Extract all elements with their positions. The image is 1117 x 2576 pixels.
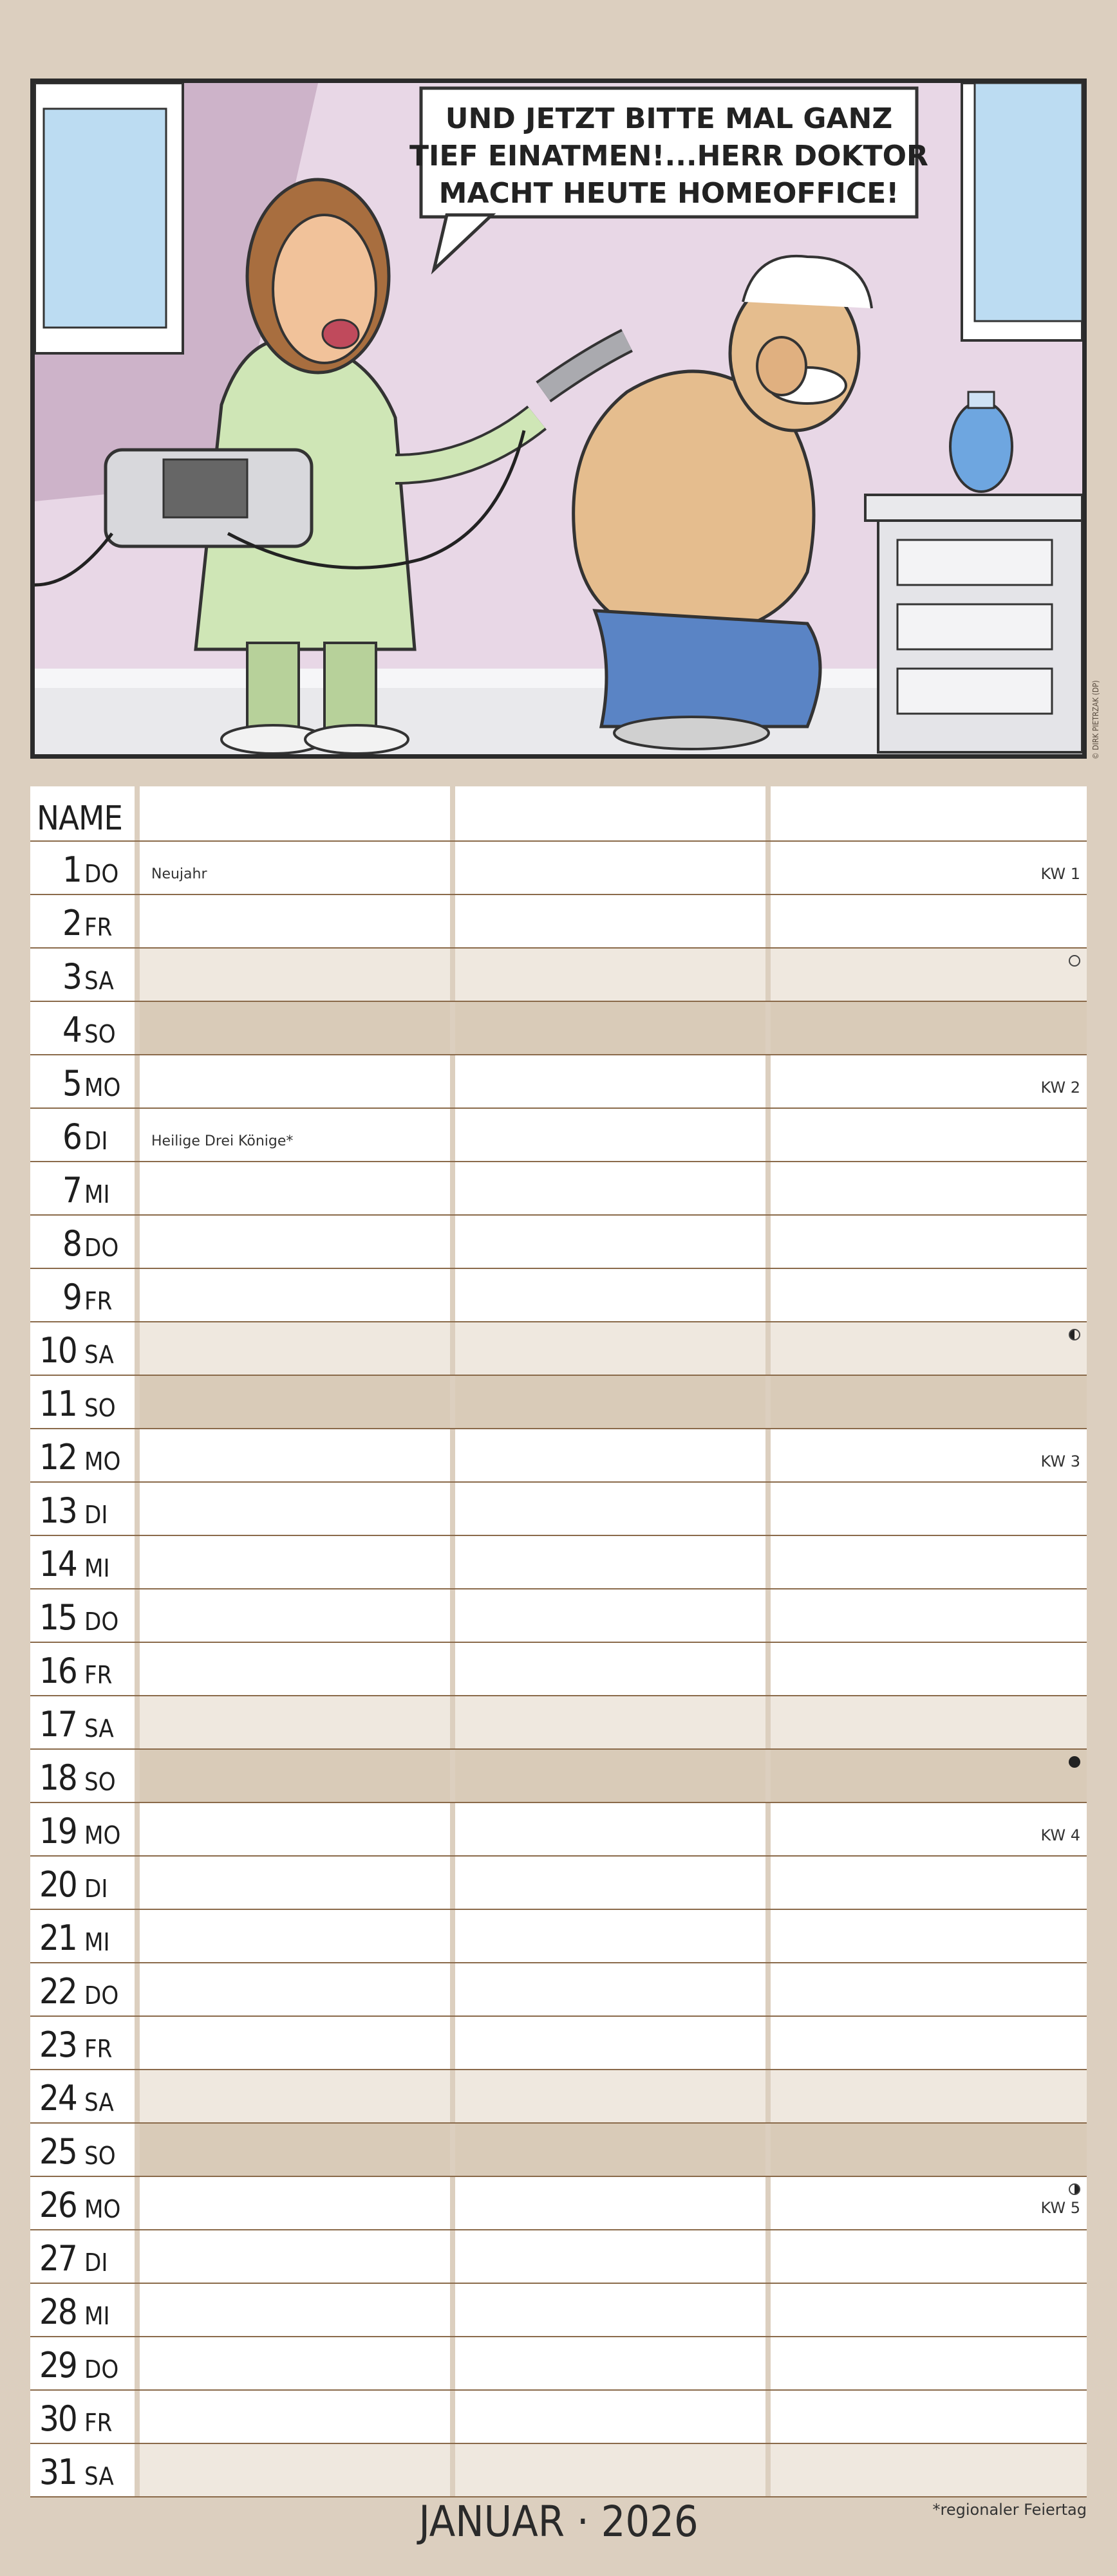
day-label-cell bbox=[30, 2017, 135, 2069]
day-label-cell bbox=[30, 2444, 135, 2496]
day-row bbox=[30, 1643, 1087, 1696]
entry-cell-1[interactable] bbox=[140, 842, 450, 894]
day-label-cell bbox=[30, 1216, 135, 1268]
entry-cell-1[interactable] bbox=[140, 1216, 450, 1268]
day-row bbox=[30, 1750, 1087, 1803]
entry-cell-3[interactable] bbox=[771, 1109, 1087, 1161]
speech-line-2: TIEF EINATMEN!...HERR DOKTOR bbox=[409, 140, 928, 172]
entry-cell-1[interactable] bbox=[140, 1536, 450, 1588]
day-row bbox=[30, 1055, 1087, 1109]
calendar-week-label: KW 1 bbox=[1040, 865, 1080, 883]
day-row bbox=[30, 1269, 1087, 1322]
copyright-credit: © DIRK PIETRZAK (DP) bbox=[1091, 680, 1100, 759]
entry-cell-2[interactable] bbox=[455, 1269, 765, 1321]
entry-cell-3[interactable] bbox=[771, 949, 1087, 1001]
day-row bbox=[30, 2070, 1087, 2124]
day-row bbox=[30, 1963, 1087, 2017]
weekday-name: MI bbox=[84, 2302, 110, 2330]
weekday-name: SO bbox=[84, 1394, 116, 1422]
day-number: 7 bbox=[62, 1170, 81, 1210]
entry-cell-1[interactable] bbox=[140, 1055, 450, 1107]
speech-line-1: UND JETZT BITTE MAL GANZ bbox=[445, 102, 893, 135]
day-row bbox=[30, 2337, 1087, 2391]
day-number: 14 bbox=[39, 1544, 77, 1584]
entry-cell-2[interactable] bbox=[455, 2444, 765, 2496]
day-number: 6 bbox=[62, 1117, 81, 1157]
calendar-week-label: KW 5 bbox=[1040, 2199, 1080, 2217]
day-number: 10 bbox=[39, 1330, 77, 1371]
day-number: 29 bbox=[39, 2345, 77, 2386]
weekday-name: MO bbox=[84, 1821, 121, 1849]
entry-cell-3[interactable] bbox=[771, 1910, 1087, 1962]
holiday-label: Heilige Drei Könige* bbox=[151, 1133, 294, 1149]
moon-phase-icon bbox=[1069, 1329, 1080, 1340]
day-number: 3 bbox=[62, 956, 81, 997]
entry-cell-2[interactable] bbox=[455, 1322, 765, 1375]
day-label-cell bbox=[30, 1536, 135, 1588]
entry-cell-1[interactable] bbox=[140, 2017, 450, 2069]
day-row bbox=[30, 842, 1087, 895]
weekday-name: DO bbox=[84, 1234, 119, 1262]
day-number: 15 bbox=[39, 1597, 77, 1638]
day-label-cell bbox=[30, 1963, 135, 2015]
weekday-name: MI bbox=[84, 1928, 110, 1956]
entry-cell-2[interactable] bbox=[455, 1857, 765, 1909]
weekday-name: SO bbox=[84, 2142, 116, 2170]
entry-cell-3[interactable] bbox=[771, 2391, 1087, 2443]
day-number: 4 bbox=[62, 1010, 81, 1050]
day-label-cell bbox=[30, 2391, 135, 2443]
entry-cell-3[interactable] bbox=[771, 842, 1087, 894]
day-number: 24 bbox=[39, 2078, 77, 2118]
day-number: 17 bbox=[39, 1704, 77, 1745]
entry-cell-3[interactable] bbox=[771, 1963, 1087, 2015]
entry-cell-2[interactable] bbox=[455, 2337, 765, 2389]
entry-cell-3[interactable] bbox=[771, 1857, 1087, 1909]
day-number: 27 bbox=[39, 2238, 77, 2279]
day-label-cell bbox=[30, 1589, 135, 1642]
day-row bbox=[30, 1109, 1087, 1162]
day-label-cell bbox=[30, 1269, 135, 1321]
weekday-name: SA bbox=[84, 1340, 114, 1369]
entry-cell-3[interactable] bbox=[771, 1696, 1087, 1748]
day-number: 26 bbox=[39, 2185, 77, 2225]
entry-cell-1[interactable] bbox=[140, 1429, 450, 1481]
day-row bbox=[30, 895, 1087, 949]
calendar-week-label: KW 2 bbox=[1040, 1079, 1080, 1097]
entry-cell-2[interactable] bbox=[455, 2017, 765, 2069]
day-row bbox=[30, 1216, 1087, 1269]
day-number: 31 bbox=[39, 2452, 77, 2492]
weekday-name: FR bbox=[84, 2035, 113, 2063]
day-label-cell bbox=[30, 1750, 135, 1802]
day-label-cell bbox=[30, 1109, 135, 1161]
entry-cell-2[interactable] bbox=[455, 1643, 765, 1695]
entry-cell-2[interactable] bbox=[455, 842, 765, 894]
day-number: 20 bbox=[39, 1864, 77, 1905]
weekday-name: SA bbox=[84, 967, 114, 995]
day-label-cell bbox=[30, 842, 135, 894]
moon-phase-icon bbox=[1069, 1756, 1080, 1768]
day-row bbox=[30, 1162, 1087, 1216]
entry-cell-3[interactable] bbox=[771, 2070, 1087, 2122]
day-label-cell bbox=[30, 2337, 135, 2389]
entry-cell-2[interactable] bbox=[455, 1109, 765, 1161]
cartoon-drawing bbox=[35, 83, 1082, 754]
day-label-cell bbox=[30, 949, 135, 1001]
day-label-cell bbox=[30, 1857, 135, 1909]
day-label-cell bbox=[30, 2124, 135, 2176]
weekday-name: SO bbox=[84, 1768, 116, 1796]
month-title: JANUAR · 2026 bbox=[418, 2497, 699, 2546]
entry-cell-1[interactable] bbox=[140, 2284, 450, 2336]
day-label-cell bbox=[30, 895, 135, 947]
entry-cell-1[interactable] bbox=[140, 2391, 450, 2443]
entry-cell-3[interactable] bbox=[771, 1483, 1087, 1535]
day-row bbox=[30, 2124, 1087, 2177]
entry-cell-2[interactable] bbox=[455, 1055, 765, 1107]
entry-cell-3[interactable] bbox=[771, 1376, 1087, 1428]
entry-cell-1[interactable] bbox=[140, 2337, 450, 2389]
entry-cell-2[interactable] bbox=[455, 2391, 765, 2443]
weekday-name: DI bbox=[84, 1127, 108, 1155]
weekday-name: DI bbox=[84, 1501, 108, 1529]
entry-cell-2[interactable] bbox=[455, 1910, 765, 1962]
day-label-cell bbox=[30, 2284, 135, 2336]
entry-cell-1[interactable] bbox=[140, 1857, 450, 1909]
entry-cell-3[interactable] bbox=[771, 1429, 1087, 1481]
weekday-name: MO bbox=[84, 1447, 121, 1476]
entry-cell-1[interactable] bbox=[140, 1109, 450, 1161]
entry-cell-3[interactable] bbox=[771, 1322, 1087, 1375]
entry-cell-1[interactable] bbox=[140, 1910, 450, 1962]
day-number: 13 bbox=[39, 1490, 77, 1531]
day-row bbox=[30, 2230, 1087, 2284]
entry-cell-1[interactable] bbox=[140, 1002, 450, 1054]
entry-cell-3[interactable] bbox=[771, 1055, 1087, 1107]
name-column-label: NAME bbox=[37, 799, 122, 838]
entry-cell-1[interactable] bbox=[140, 1589, 450, 1642]
weekday-name: DI bbox=[84, 2248, 108, 2277]
entry-cell-1[interactable] bbox=[140, 2177, 450, 2229]
day-number: 8 bbox=[62, 1223, 81, 1264]
name-entry-cell-1[interactable] bbox=[140, 786, 450, 840]
entry-cell-2[interactable] bbox=[455, 1750, 765, 1802]
day-number: 9 bbox=[62, 1277, 81, 1317]
day-row bbox=[30, 1429, 1087, 1483]
calendar-week-label: KW 3 bbox=[1040, 1452, 1080, 1470]
entry-cell-2[interactable] bbox=[455, 2284, 765, 2336]
entry-cell-2[interactable] bbox=[455, 2177, 765, 2229]
day-label-cell bbox=[30, 1483, 135, 1535]
day-label-cell bbox=[30, 1643, 135, 1695]
entry-cell-3[interactable] bbox=[771, 2444, 1087, 2496]
day-number: 12 bbox=[39, 1437, 77, 1478]
day-number: 30 bbox=[39, 2398, 77, 2439]
day-label-cell bbox=[30, 1429, 135, 1481]
speech-line-3: MACHT HEUTE HOMEOFFICE! bbox=[438, 177, 899, 210]
day-row bbox=[30, 1910, 1087, 1963]
day-number: 23 bbox=[39, 2025, 77, 2065]
day-row bbox=[30, 1322, 1087, 1376]
weekday-name: MI bbox=[84, 1554, 110, 1582]
entry-cell-3[interactable] bbox=[771, 2230, 1087, 2283]
entry-cell-1[interactable] bbox=[140, 2444, 450, 2496]
day-number: 18 bbox=[39, 1757, 77, 1798]
weekday-name: SA bbox=[84, 2088, 114, 2117]
entry-cell-1[interactable] bbox=[140, 2230, 450, 2283]
day-row bbox=[30, 1803, 1087, 1857]
entry-cell-2[interactable] bbox=[455, 1429, 765, 1481]
weekday-name: SA bbox=[84, 1714, 114, 1743]
entry-cell-1[interactable] bbox=[140, 1803, 450, 1855]
entry-cell-2[interactable] bbox=[455, 2124, 765, 2176]
entry-cell-1[interactable] bbox=[140, 2070, 450, 2122]
entry-cell-1[interactable] bbox=[140, 1162, 450, 1214]
day-row bbox=[30, 1376, 1087, 1429]
entry-cell-1[interactable] bbox=[140, 2124, 450, 2176]
calendar-week-label: KW 4 bbox=[1040, 1826, 1080, 1844]
weekday-name: DO bbox=[84, 2355, 119, 2384]
day-row bbox=[30, 2284, 1087, 2337]
entry-cell-2[interactable] bbox=[455, 1216, 765, 1268]
entry-cell-3[interactable] bbox=[771, 1750, 1087, 1802]
entry-cell-2[interactable] bbox=[455, 895, 765, 947]
day-label-cell bbox=[30, 1696, 135, 1748]
day-number: 16 bbox=[39, 1651, 77, 1691]
day-row bbox=[30, 1696, 1087, 1750]
day-row bbox=[30, 949, 1087, 1002]
entry-cell-3[interactable] bbox=[771, 1589, 1087, 1642]
day-row bbox=[30, 1589, 1087, 1643]
entry-cell-3[interactable] bbox=[771, 1536, 1087, 1588]
weekday-name: MO bbox=[84, 2195, 121, 2223]
day-label-cell bbox=[30, 1055, 135, 1107]
day-rows bbox=[30, 842, 1087, 2497]
day-label-cell bbox=[30, 1803, 135, 1855]
entry-cell-1[interactable] bbox=[140, 895, 450, 947]
name-entry-cell-3[interactable] bbox=[771, 786, 1087, 840]
day-row bbox=[30, 2017, 1087, 2070]
name-entry-cell-2[interactable] bbox=[455, 786, 765, 840]
footnote: *regionaler Feiertag bbox=[932, 2501, 1087, 2519]
entry-cell-2[interactable] bbox=[455, 1536, 765, 1588]
weekday-name: DO bbox=[84, 860, 119, 888]
day-row bbox=[30, 1857, 1087, 1910]
day-row bbox=[30, 1483, 1087, 1536]
moon-phase-icon bbox=[1069, 955, 1080, 967]
entry-cell-3[interactable] bbox=[771, 1216, 1087, 1268]
day-row bbox=[30, 2444, 1087, 2497]
day-label-cell bbox=[30, 1376, 135, 1428]
entry-cell-2[interactable] bbox=[455, 1376, 765, 1428]
day-number: 5 bbox=[62, 1063, 81, 1104]
day-label-cell bbox=[30, 1162, 135, 1214]
day-number: 21 bbox=[39, 1918, 77, 1958]
entry-cell-3[interactable] bbox=[771, 2337, 1087, 2389]
entry-cell-2[interactable] bbox=[455, 1963, 765, 2015]
entry-cell-2[interactable] bbox=[455, 1589, 765, 1642]
day-label-cell bbox=[30, 2070, 135, 2122]
weekday-name: DO bbox=[84, 1608, 119, 1636]
weekday-name: FR bbox=[84, 1287, 113, 1315]
day-number: 28 bbox=[39, 2292, 77, 2332]
entry-cell-2[interactable] bbox=[455, 1002, 765, 1054]
holiday-label: Neujahr bbox=[151, 866, 207, 882]
weekday-name: DI bbox=[84, 1875, 108, 1903]
weekday-name: FR bbox=[84, 2409, 113, 2437]
entry-cell-1[interactable] bbox=[140, 1322, 450, 1375]
entry-cell-3[interactable] bbox=[771, 1269, 1087, 1321]
entry-cell-2[interactable] bbox=[455, 1696, 765, 1748]
entry-cell-1[interactable] bbox=[140, 1376, 450, 1428]
day-number: 19 bbox=[39, 1811, 77, 1851]
entry-cell-1[interactable] bbox=[140, 1696, 450, 1748]
planner-header-row bbox=[30, 786, 1087, 842]
entry-cell-3[interactable] bbox=[771, 2124, 1087, 2176]
entry-cell-2[interactable] bbox=[455, 949, 765, 1001]
entry-cell-2[interactable] bbox=[455, 2230, 765, 2283]
entry-cell-3[interactable] bbox=[771, 1643, 1087, 1695]
weekday-name: FR bbox=[84, 913, 113, 941]
day-row bbox=[30, 2391, 1087, 2444]
day-label-cell bbox=[30, 2177, 135, 2229]
entry-cell-1[interactable] bbox=[140, 1750, 450, 1802]
entry-cell-1[interactable] bbox=[140, 1643, 450, 1695]
entry-cell-3[interactable] bbox=[771, 2017, 1087, 2069]
entry-cell-2[interactable] bbox=[455, 2070, 765, 2122]
day-number: 11 bbox=[39, 1384, 77, 1424]
entry-cell-3[interactable] bbox=[771, 2177, 1087, 2229]
entry-cell-3[interactable] bbox=[771, 895, 1087, 947]
entry-cell-2[interactable] bbox=[455, 1483, 765, 1535]
cartoon-illustration bbox=[30, 79, 1087, 759]
entry-cell-1[interactable] bbox=[140, 1483, 450, 1535]
day-row bbox=[30, 1002, 1087, 1055]
day-number: 25 bbox=[39, 2131, 77, 2172]
weekday-name: FR bbox=[84, 1661, 113, 1689]
entry-cell-3[interactable] bbox=[771, 1803, 1087, 1855]
weekday-name: SO bbox=[84, 1020, 116, 1048]
weekday-name: MI bbox=[84, 1180, 110, 1209]
day-label-cell bbox=[30, 1002, 135, 1054]
entry-cell-1[interactable] bbox=[140, 1269, 450, 1321]
weekday-name: DO bbox=[84, 1981, 119, 2010]
entry-cell-1[interactable] bbox=[140, 1963, 450, 2015]
entry-cell-2[interactable] bbox=[455, 1803, 765, 1855]
entry-cell-3[interactable] bbox=[771, 1002, 1087, 1054]
day-row bbox=[30, 2177, 1087, 2230]
day-number: 2 bbox=[62, 903, 81, 943]
entry-cell-2[interactable] bbox=[455, 1162, 765, 1214]
entry-cell-1[interactable] bbox=[140, 949, 450, 1001]
month-planner-grid bbox=[30, 786, 1087, 2497]
entry-cell-3[interactable] bbox=[771, 1162, 1087, 1214]
day-row bbox=[30, 1536, 1087, 1589]
weekday-name: MO bbox=[84, 1073, 121, 1102]
moon-phase-icon bbox=[1069, 2183, 1080, 2195]
day-label-cell bbox=[30, 1910, 135, 1962]
weekday-name: SA bbox=[84, 2462, 114, 2490]
day-label-cell bbox=[30, 1322, 135, 1375]
day-number: 1 bbox=[62, 849, 81, 890]
day-number: 22 bbox=[39, 1971, 77, 2012]
day-label-cell bbox=[30, 2230, 135, 2283]
entry-cell-3[interactable] bbox=[771, 2284, 1087, 2336]
